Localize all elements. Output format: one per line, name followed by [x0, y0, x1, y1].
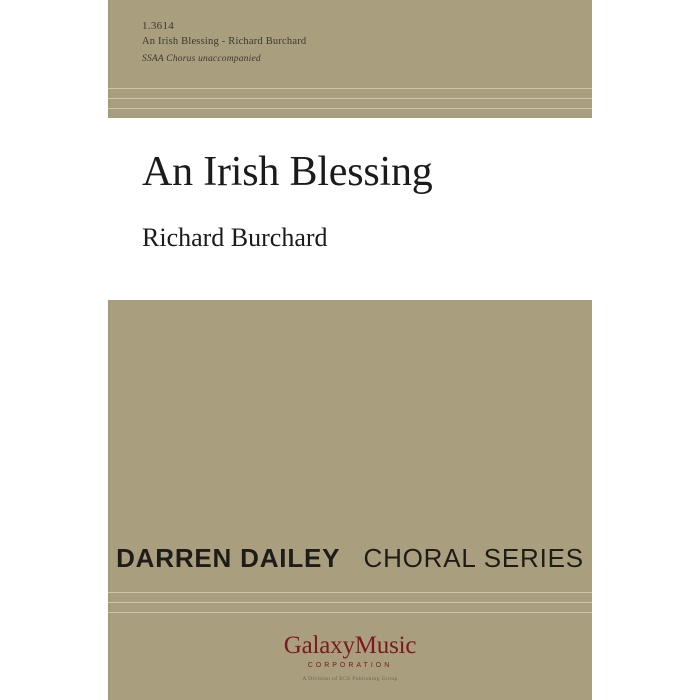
- publisher-block: [0, 632, 700, 684]
- publisher-subtitle: CORPORATION: [307, 662, 393, 669]
- series-name-light: CHORAL SERIES: [363, 543, 584, 573]
- composer-name: Richard Burchard: [142, 223, 328, 252]
- title-band: [108, 118, 592, 300]
- decorative-rule-bottom-2: [108, 602, 592, 603]
- choral-series-line: [0, 543, 700, 574]
- catalog-number: 1.3614: [142, 20, 175, 32]
- decorative-rule-top-1: [108, 88, 592, 89]
- decorative-rule-top-3: [108, 108, 592, 109]
- decorative-rule-bottom-3: [108, 612, 592, 613]
- publisher-note: A Division of ECS Publishing Group: [302, 676, 398, 682]
- cover-board: [108, 0, 592, 700]
- catalog-voicing: SSAA Chorus unaccompanied: [142, 54, 261, 64]
- series-name-bold: DARREN DAILEY: [116, 543, 341, 573]
- catalog-work-line: An Irish Blessing - Richard Burchard: [142, 36, 307, 47]
- catalog-block: [142, 18, 562, 67]
- publisher-name: GalaxyMusic: [283, 632, 417, 659]
- spine-edge: [108, 0, 110, 700]
- decorative-rule-bottom-1: [108, 592, 592, 593]
- decorative-rule-top-2: [108, 98, 592, 99]
- page-title: An Irish Blessing: [142, 149, 433, 195]
